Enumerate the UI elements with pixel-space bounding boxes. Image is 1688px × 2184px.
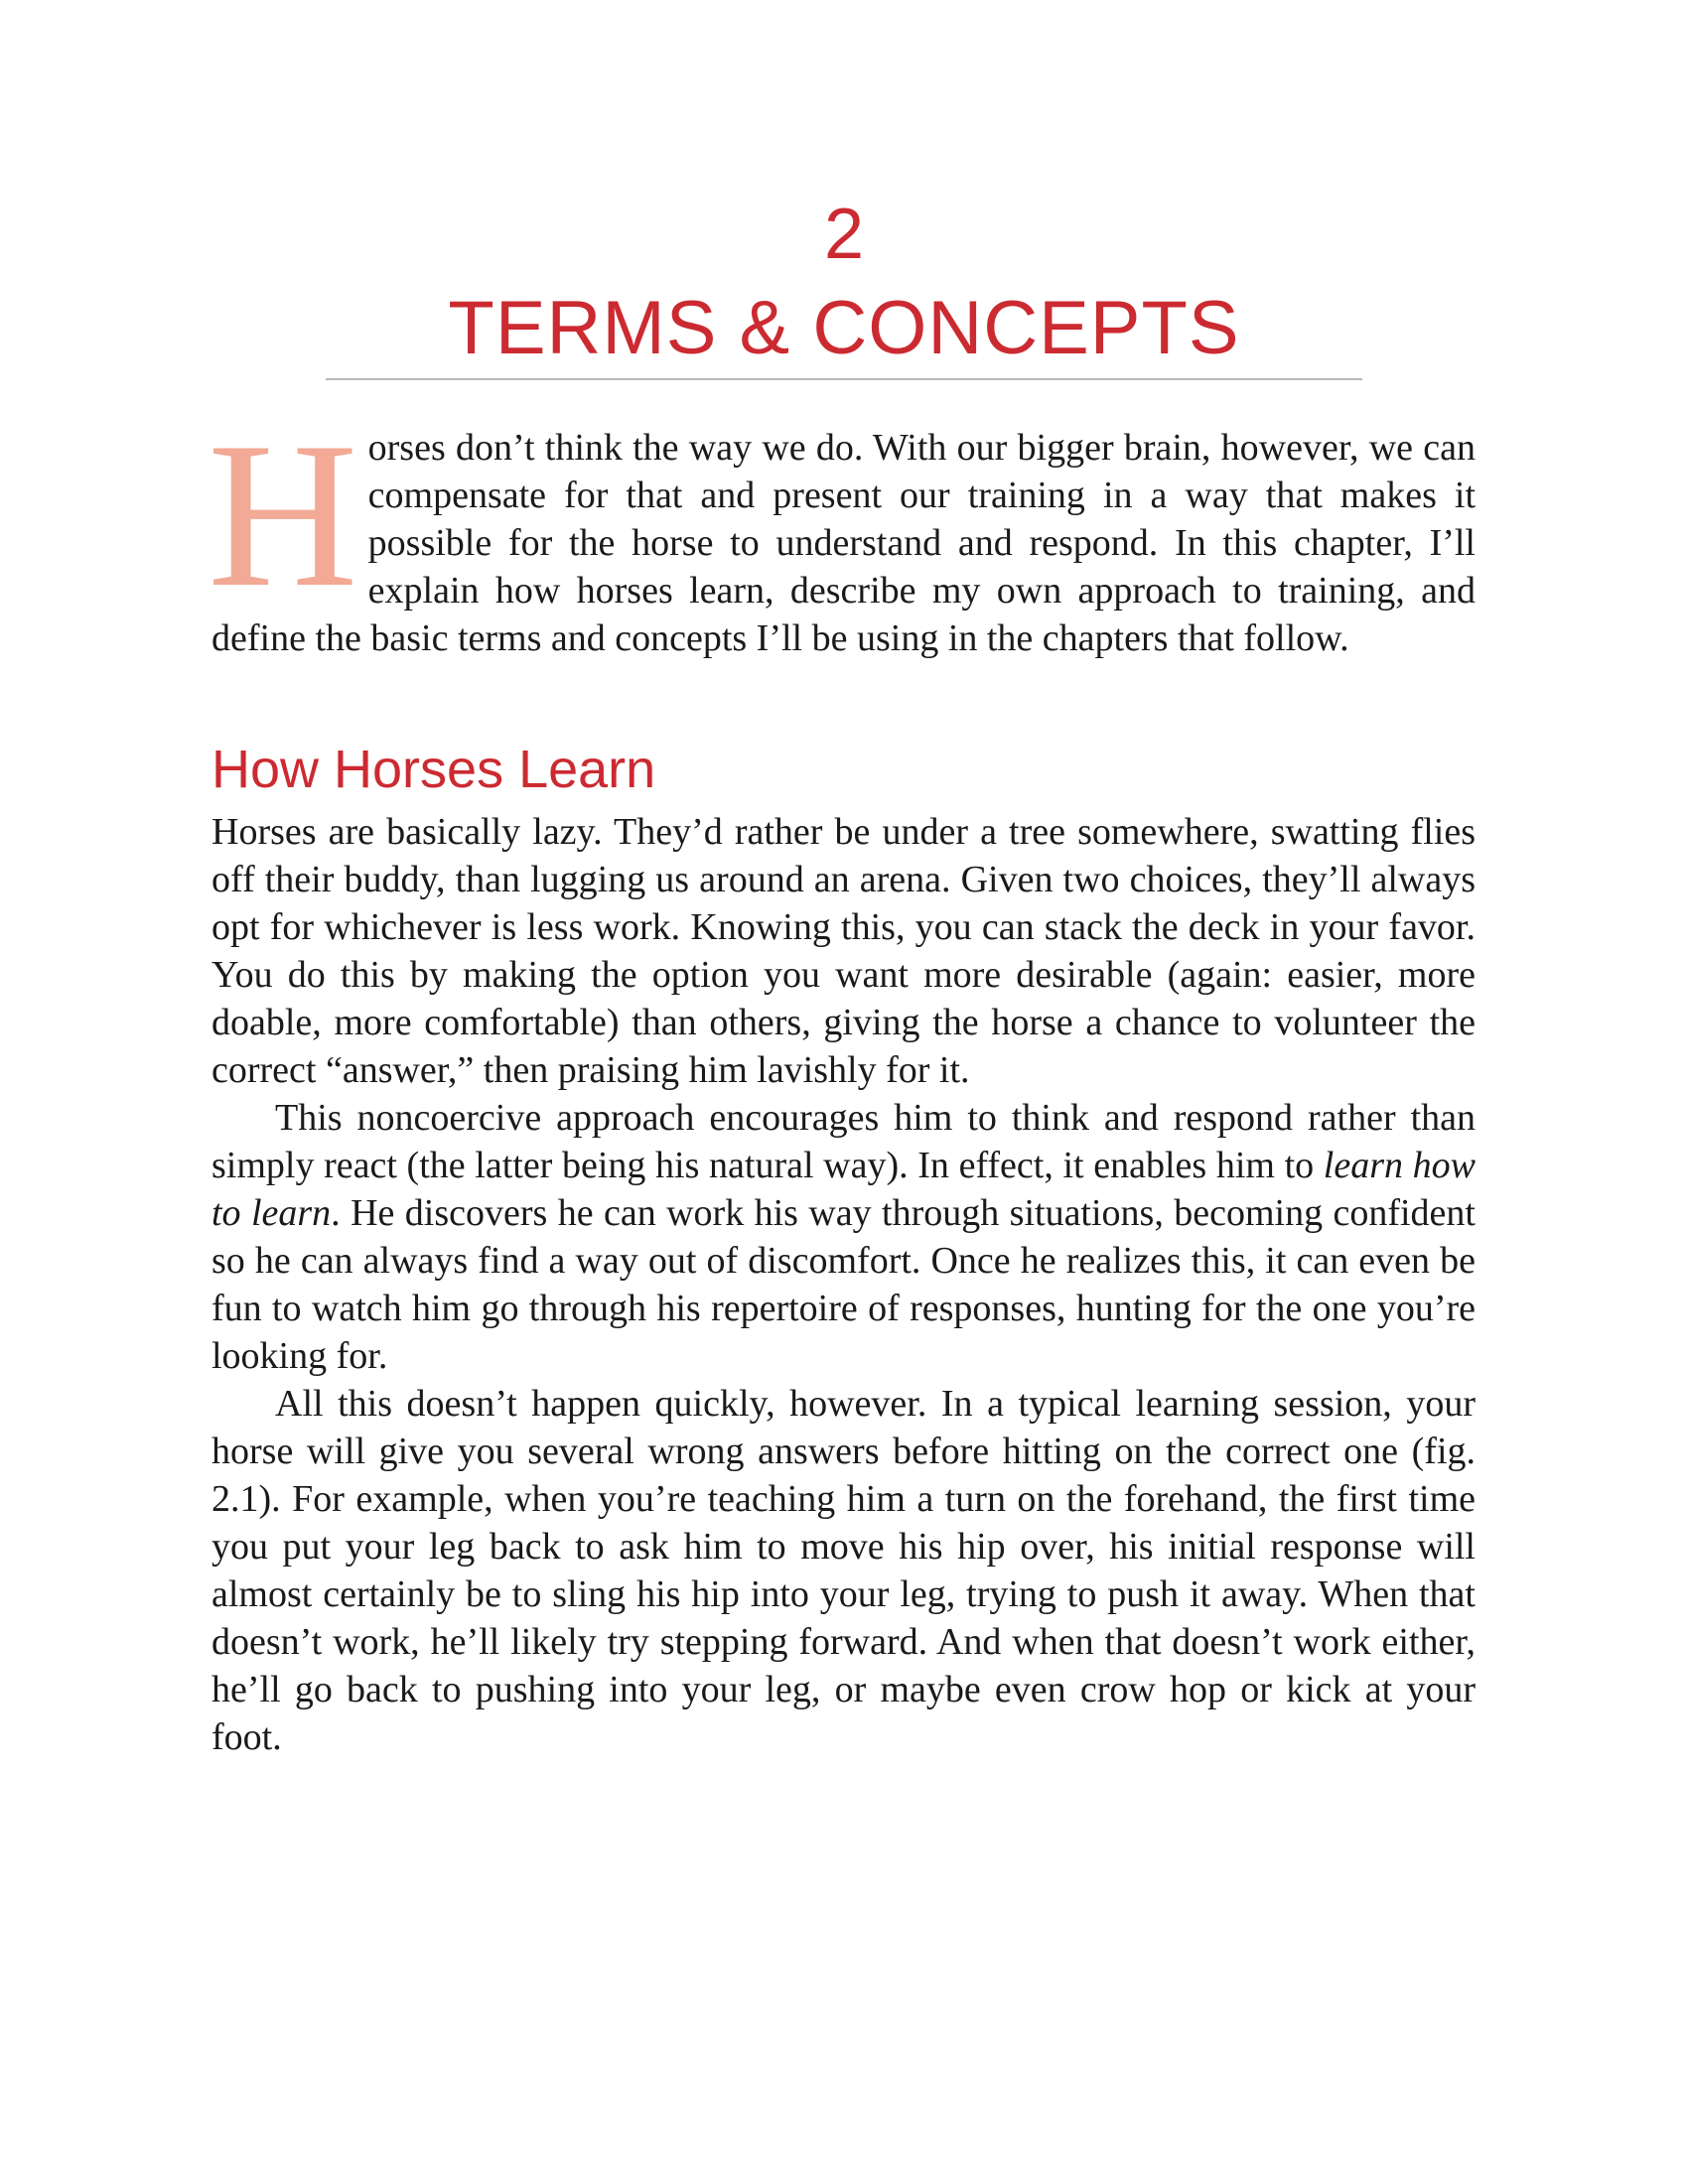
chapter-number: 2	[823, 195, 865, 274]
body-paragraph-3: All this doesn’t happen quickly, however. In a typical learning session, your horse will give you several wrong answers before hitting on the correct one (fig. 2.1). For example, when you’re teaching him a turn on the forehand, the first time you put your leg back to ask him to move his hip over, his initial response will almost certainly be to sling his hip into your leg, trying to push it away. When that doesn’t work, he’ll likely try stepping forward. And when that doesn’t work either, he’ll go back to pushing into your leg, or maybe even crow hop or kick at your foot.	[211, 1383, 1476, 1758]
drop-cap-letter: H	[208, 400, 358, 630]
section-body	[211, 808, 1476, 1761]
paragraph-2-emphasis: learn how to learn	[211, 1145, 1476, 1234]
paragraph-2-text-start: This noncoercive approach encourages him to think and respond rather than simply react (the latter being his natural way). In effect, it enables him to	[211, 1097, 1476, 1186]
section-heading: How Horses Learn	[211, 740, 656, 799]
intro-paragraph	[208, 400, 1476, 662]
intro-text: orses don’t think the way we do. With our bigger brain, however, we can compensate for that and present our training in a way that makes it possible for the horse to understand and respond. In this chapter, I’ll explain how horses learn, describe my own approach to training, and define the basic terms and concepts I’ll be using in the chapters that follow.	[211, 427, 1476, 659]
chapter-title: TERMS & CONCEPTS	[448, 286, 1240, 370]
title-divider	[326, 378, 1362, 380]
body-paragraph-2	[211, 1094, 1476, 1380]
body-paragraph-1: Horses are basically lazy. They’d rather be under a tree somewhere, swatting flies off their buddy, than lugging us around an arena. Given two choices, they’ll always opt for whichever is less work. Knowing this, you can stack the deck in your favor. You do this by making the option you want more desirable (again: easier, more doable, more comfortable) than others, giving the horse a chance to volunteer the correct “answer,” then praising him lavishly for it.	[211, 811, 1476, 1091]
paragraph-2-text-end: . He discovers he can work his way through situations, becoming confident so he can always find a way out of discomfort. Once he realizes this, it can even be fun to watch him go through his repertoire of responses, hunting for the one you’re looking for.	[211, 1192, 1476, 1377]
